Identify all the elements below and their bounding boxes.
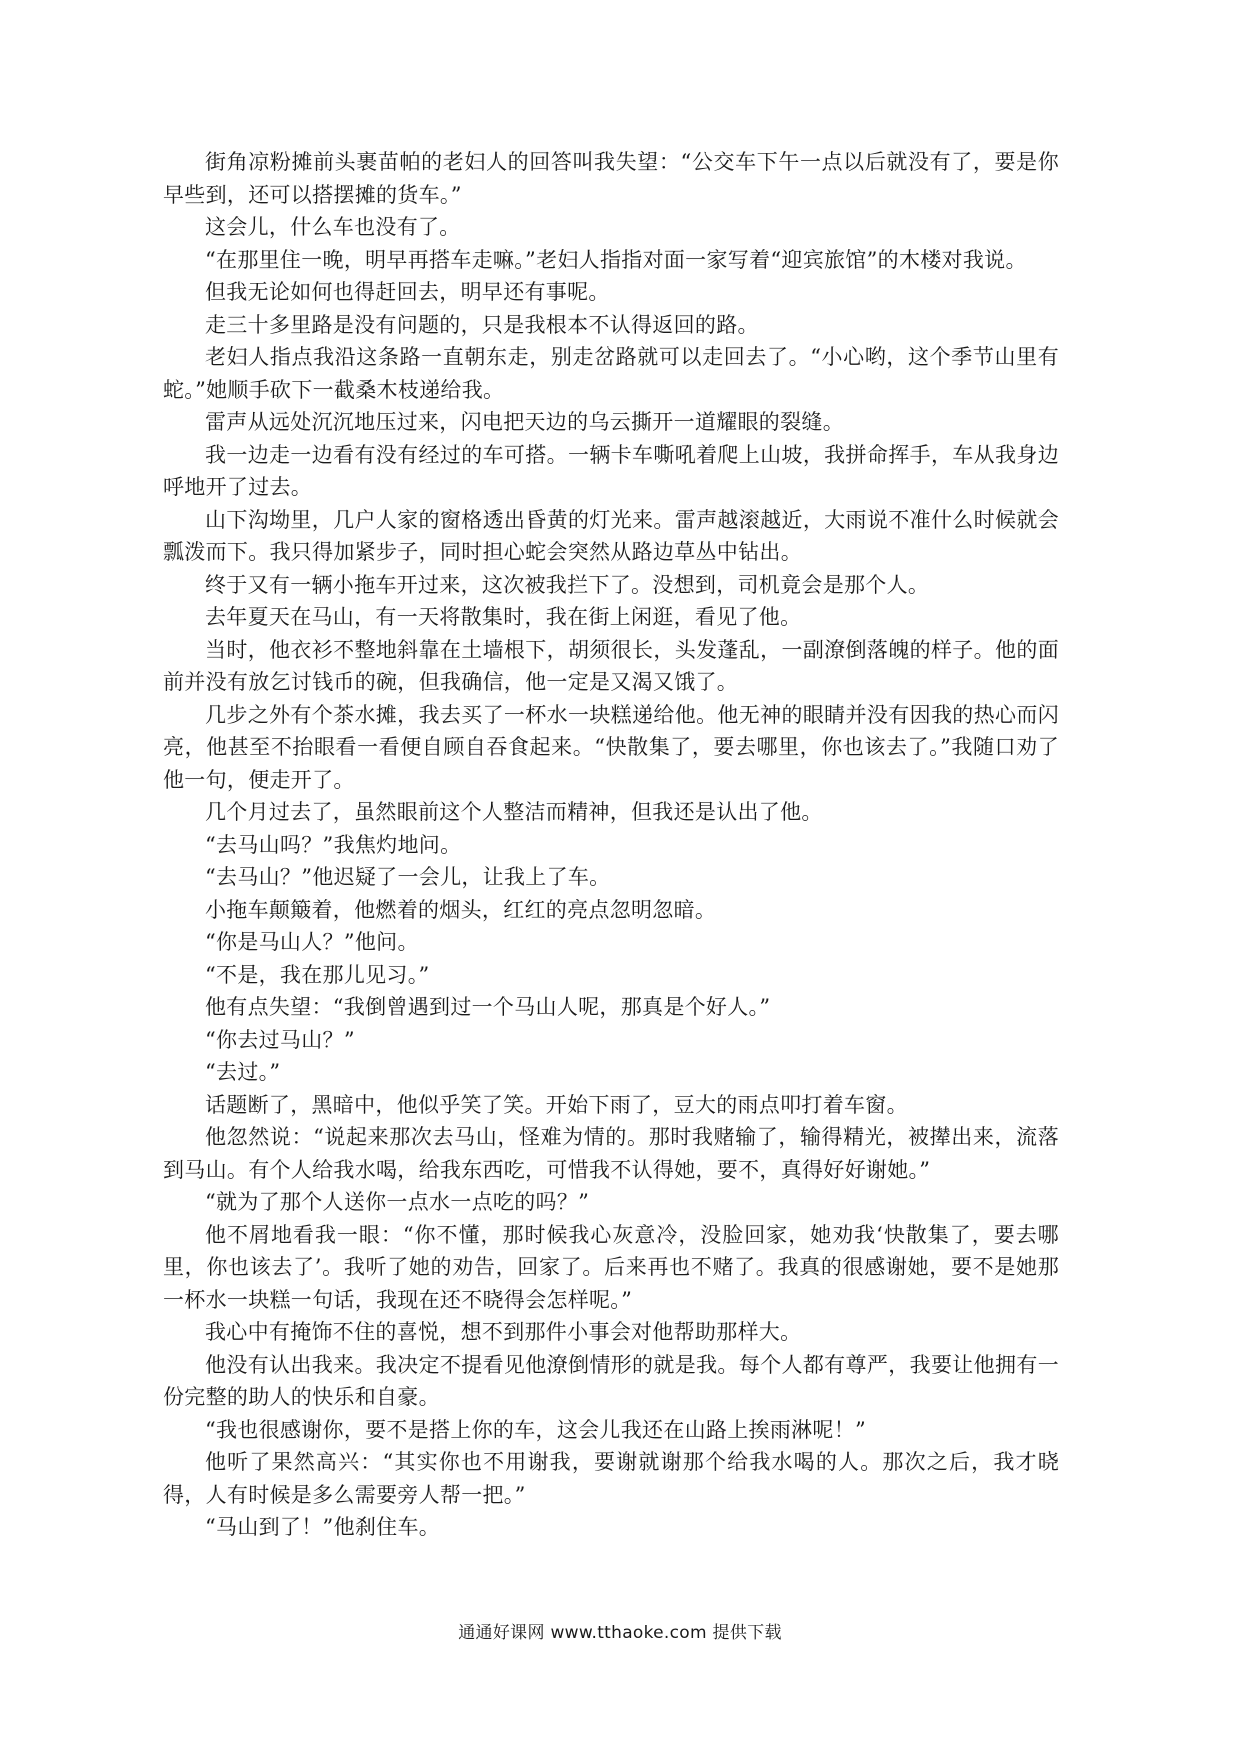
paragraph: “马山到了！”他刹住车。	[205, 1515, 441, 1539]
paragraph: 话题断了，黑暗中，他似乎笑了笑。开始下雨了，豆大的雨点叩打着车窗。	[205, 1092, 908, 1117]
paragraph: “去马山？”他迟疑了一会儿，让我上了车。	[205, 865, 611, 889]
paragraph: 他不屑地看我一眼：“你不懂，那时候我心灰意冷，没脸回家，她劝我‘快散集了，要去哪里，你也该去了’。我听了她的劝告，回家了。后来再也不赌了。我真的很感谢她，要不是她那一杯水一块糕一句话，我现在还不晓得会怎样呢。”	[163, 1222, 1059, 1312]
paragraph: “你去过马山？”	[205, 1027, 355, 1052]
paragraph: 走三十多里路是没有问题的，只是我根本不认得返回的路。	[205, 312, 759, 337]
paragraph: “去马山吗？”我焦灼地问。	[205, 832, 462, 857]
paragraph: 我一边走一边看有没有经过的车可搭。一辆卡车嘶吼着爬上山坡，我拼命挥手，车从我身边呼地开了过去。	[163, 442, 1059, 499]
paragraph: “就为了那个人送你一点水一点吃的吗？”	[205, 1190, 590, 1214]
article-body	[163, 146, 1059, 1544]
paragraph: “我也很感谢你，要不是搭上你的车，这会儿我还在山路上挨雨淋呢！”	[205, 1417, 867, 1442]
paragraph: “去过。”	[205, 1060, 281, 1084]
paragraph: 他听了果然高兴：“其实你也不用谢我，要谢就谢那个给我水喝的人。那次之后，我才晓得，人有时候是多么需要旁人帮一把。”	[163, 1450, 1059, 1507]
paragraph: 山下沟坳里，几户人家的窗格透出昏黄的灯光来。雷声越滚越近，大雨说不准什么时候就会瓢泼而下。我只得加紧步子，同时担心蛇会突然从路边草丛中钻出。	[163, 507, 1059, 564]
paragraph: 这会儿，什么车也没有了。	[205, 215, 461, 239]
paragraph: 雷声从远处沉沉地压过来，闪电把天边的乌云撕开一道耀眼的裂缝。	[205, 410, 844, 434]
paragraph: 几个月过去了，虽然眼前这个人整洁而精神，但我还是认出了他。	[205, 800, 823, 824]
paragraph: 几步之外有个茶水摊，我去买了一杯水一块糕递给他。他无神的眼睛并没有因我的热心而闪亮，他甚至不抬眼看一看便自顾自吞食起来。“快散集了，要去哪里，你也该去了。”我随口劝了他一句，便走开了。	[163, 702, 1059, 792]
paragraph: 老妇人指点我沿这条路一直朝东走，别走岔路就可以走回去了。“小心哟，这个季节山里有蛇。”她顺手砍下一截桑木枝递给我。	[163, 345, 1059, 402]
paragraph: “在那里住一晚，明早再搭车走嘛。”老妇人指指对面一家写着“迎宾旅馆”的木楼对我说。	[205, 247, 1027, 272]
paragraph: 他有点失望：“我倒曾遇到过一个马山人呢，那真是个好人。”	[205, 995, 771, 1019]
paragraph: “你是马山人？”他问。	[205, 930, 419, 954]
paragraph: 当时，他衣衫不整地斜靠在土墙根下，胡须很长，头发蓬乱，一副潦倒落魄的样子。他的面前并没有放乞讨钱币的碗，但我确信，他一定是又渴又饿了。	[163, 637, 1059, 694]
paragraph: 街角凉粉摊前头裹苗帕的老妇人的回答叫我失望：“公交车下午一点以后就没有了，要是你早些到，还可以搭摆摊的货车。”	[163, 150, 1059, 207]
paragraph: 去年夏天在马山，有一天将散集时，我在街上闲逛，看见了他。	[205, 605, 802, 629]
paragraph: 他没有认出我来。我决定不提看见他潦倒情形的就是我。每个人都有尊严，我要让他拥有一份完整的助人的快乐和自豪。	[163, 1352, 1059, 1409]
paragraph: 我心中有掩饰不住的喜悦，想不到那件小事会对他帮助那样大。	[205, 1320, 802, 1344]
paragraph: 但我无论如何也得赶回去，明早还有事呢。	[205, 280, 610, 304]
footer-source-note: 通通好课网 www.tthaoke.com 提供下载	[458, 1623, 782, 1643]
paragraph: 终于又有一辆小拖车开过来，这次被我拦下了。没想到，司机竟会是那个人。	[205, 572, 930, 597]
paragraph: 小拖车颠簸着，他燃着的烟头，红红的亮点忽明忽暗。	[205, 897, 717, 922]
paragraph: “不是，我在那儿见习。”	[205, 962, 430, 987]
paragraph: 他忽然说：“说起来那次去马山，怪难为情的。那时我赌输了，输得精光，被撵出来，流落到马山。有个人给我水喝，给我东西吃，可惜我不认得她，要不，真得好好谢她。”	[163, 1125, 1059, 1182]
